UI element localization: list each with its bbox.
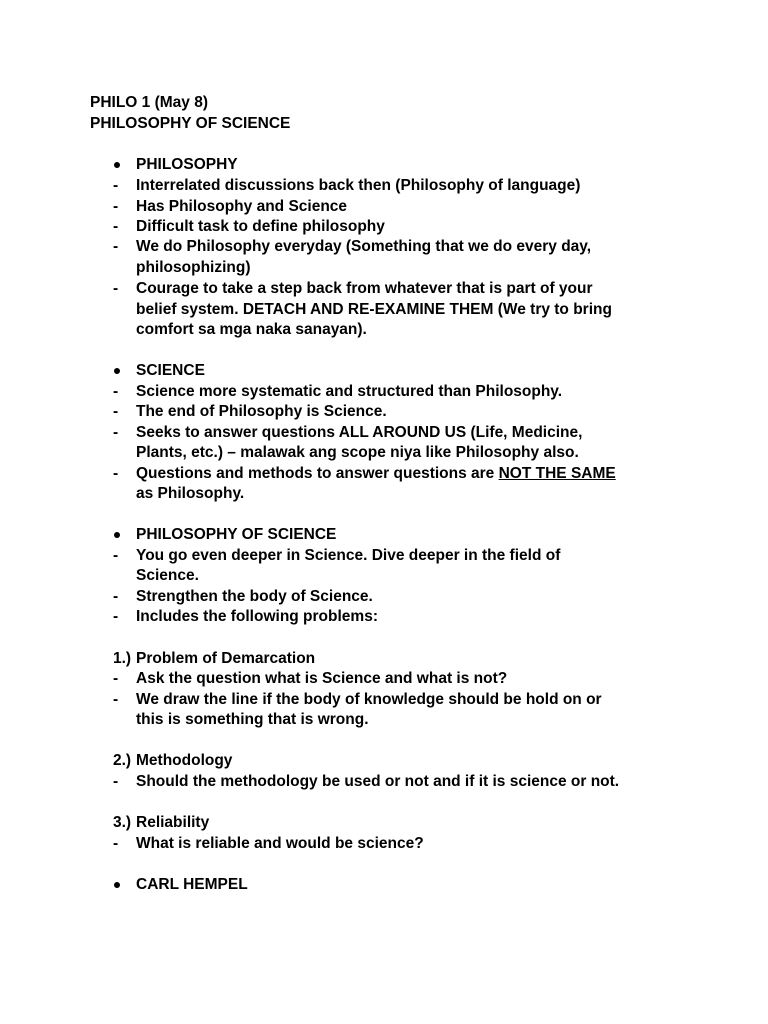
list-item: Difficult task to define philosophy xyxy=(136,218,385,235)
list-item: Courage to take a step back from whatever that is part of your xyxy=(136,280,593,297)
list-item: Should the methodology be used or not and if it is science or not. xyxy=(136,773,620,790)
list-item: The end of Philosophy is Science. xyxy=(136,403,387,420)
dash-marker: - xyxy=(113,835,119,852)
list-item: Interrelated discussions back then (Philosophy of language) xyxy=(136,177,581,194)
dash-marker: - xyxy=(113,608,119,625)
problem-number: 1.) xyxy=(113,650,132,667)
bullet-icon xyxy=(114,162,120,168)
dash-marker: - xyxy=(113,691,119,708)
list-item-continuation: Science. xyxy=(136,567,199,584)
list-item: You go even deeper in Science. Dive deeper in the field of xyxy=(136,547,561,564)
list-item: Includes the following problems: xyxy=(136,608,378,625)
dash-marker: - xyxy=(113,280,119,297)
dash-marker: - xyxy=(113,588,119,605)
problem-title-methodology: Methodology xyxy=(136,752,233,769)
document-subtitle: PHILOSOPHY OF SCIENCE xyxy=(90,115,291,132)
bullet-icon xyxy=(114,882,120,888)
list-item: Science more systematic and structured than Philosophy. xyxy=(136,383,563,400)
list-item-continuation: comfort sa mga naka sanayan). xyxy=(136,321,367,338)
list-item: Ask the question what is Science and what is not? xyxy=(136,670,508,687)
problem-number: 3.) xyxy=(113,814,132,831)
dash-marker: - xyxy=(113,238,119,255)
section-heading-carl-hempel: CARL HEMPEL xyxy=(136,876,248,893)
dash-marker: - xyxy=(113,465,119,482)
problem-title-demarcation: Problem of Demarcation xyxy=(136,650,316,667)
dash-marker: - xyxy=(113,383,119,400)
list-item-text: Questions and methods to answer questions are xyxy=(136,465,499,482)
dash-marker: - xyxy=(113,670,119,687)
list-item-continuation: as Philosophy. xyxy=(136,485,245,502)
section-heading-philosophy-of-science: PHILOSOPHY OF SCIENCE xyxy=(136,526,337,543)
list-item xyxy=(136,464,616,484)
dash-marker: - xyxy=(113,218,119,235)
list-item: We do Philosophy everyday (Something that we do every day, xyxy=(136,238,592,255)
list-item: We draw the line if the body of knowledge should be hold on or xyxy=(136,691,602,708)
list-item-continuation: Plants, etc.) – malawak ang scope niya like Philosophy also. xyxy=(136,444,579,461)
problem-title-reliability: Reliability xyxy=(136,814,210,831)
dash-marker: - xyxy=(113,773,119,790)
list-item-continuation: this is something that is wrong. xyxy=(136,711,369,728)
list-item: Strengthen the body of Science. xyxy=(136,588,373,605)
list-item: What is reliable and would be science? xyxy=(136,835,424,852)
section-heading-science: SCIENCE xyxy=(136,362,205,379)
dash-marker: - xyxy=(113,403,119,420)
list-item-continuation: belief system. DETACH AND RE-EXAMINE THEM (We try to bring xyxy=(136,301,612,318)
dash-marker: - xyxy=(113,198,119,215)
bullet-icon xyxy=(114,532,120,538)
list-item: Seeks to answer questions ALL AROUND US (Life, Medicine, xyxy=(136,424,583,441)
section-heading-philosophy: PHILOSOPHY xyxy=(136,156,238,173)
list-item-continuation: philosophizing) xyxy=(136,259,251,276)
bullet-icon xyxy=(114,368,120,374)
problem-number: 2.) xyxy=(113,752,132,769)
dash-marker: - xyxy=(113,424,119,441)
dash-marker: - xyxy=(113,547,119,564)
document-title: PHILO 1 (May 8) xyxy=(90,94,208,111)
dash-marker: - xyxy=(113,177,119,194)
underlined-emphasis: NOT THE SAME xyxy=(498,465,616,482)
list-item: Has Philosophy and Science xyxy=(136,198,348,215)
